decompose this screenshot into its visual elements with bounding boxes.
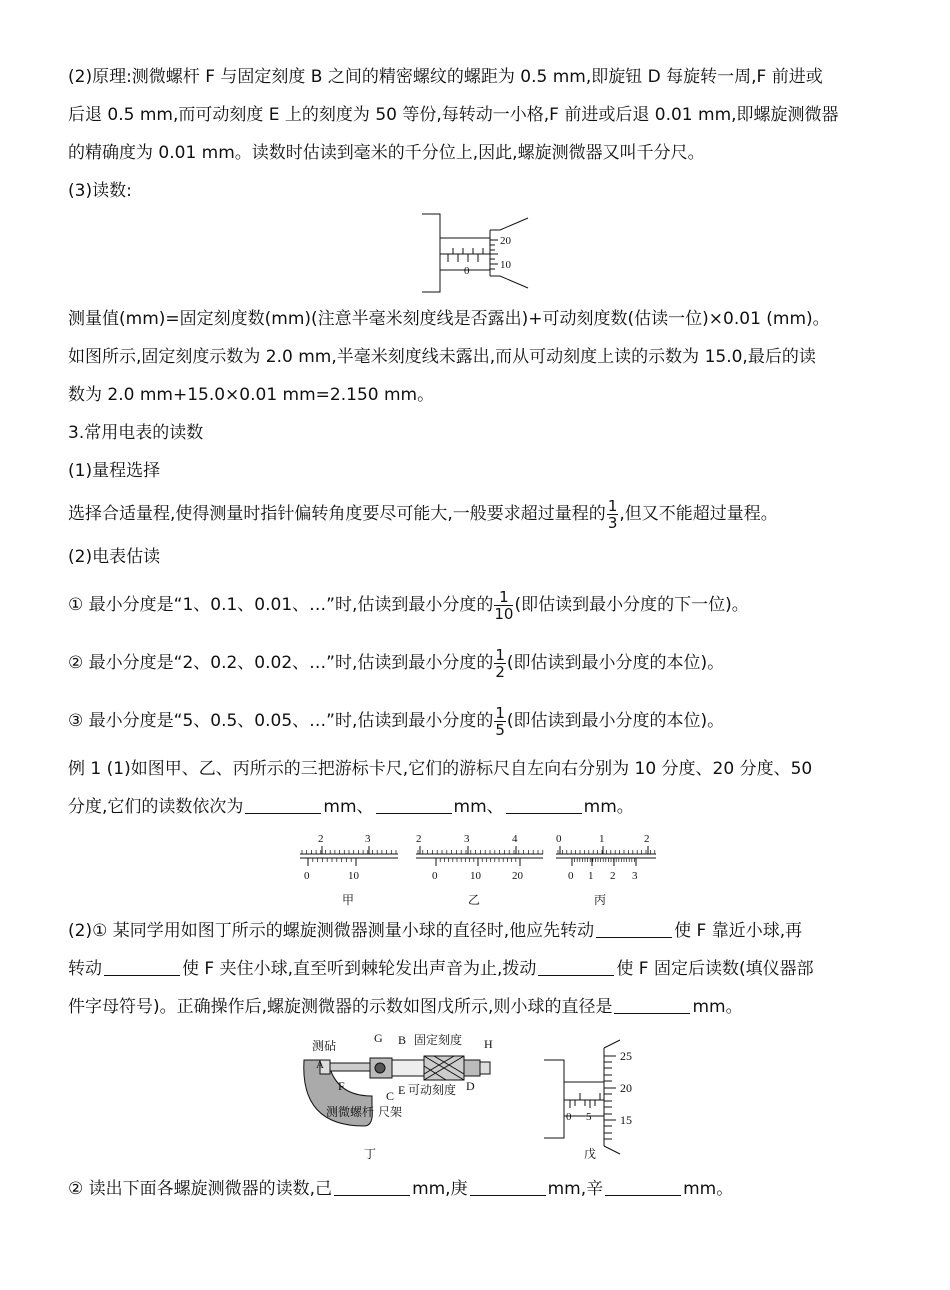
answer-blank-5[interactable] <box>104 957 180 976</box>
question2-part2: ② 读出下面各螺旋测微器的读数,己 mm,庚 mm,辛 mm。 <box>68 1179 734 1199</box>
answer-blank-10[interactable] <box>605 1177 681 1196</box>
example-line-1: 例 1 (1)如图甲、乙、丙所示的三把游标卡尺,它们的游标尺自左向右分别为 10 分度、20 分度、50 <box>68 759 813 779</box>
label-H: H <box>484 1037 493 1051</box>
fraction-rule-1: $\frac{1}{10}$ <box>494 587 514 623</box>
caliper-b-main-4: 4 <box>512 833 518 845</box>
wu-label-5: 5 <box>586 1111 592 1123</box>
caliper-b-vernier-0: 0 <box>432 870 438 882</box>
answer-blank-3[interactable] <box>506 795 582 814</box>
page-content <box>68 58 884 1208</box>
fraction-rule-2: $\frac{1}{2}$ <box>495 645 505 681</box>
range-text <box>68 490 884 538</box>
label-A: A <box>316 1059 324 1071</box>
caliper-b-main-3: 3 <box>464 833 470 845</box>
label-spindle: 测微螺杆 <box>326 1105 375 1119</box>
micrometer-reading-figure <box>418 210 538 300</box>
range-text-b: ,但又不能超过量程。 <box>619 504 778 524</box>
fraction-rule-3: $\frac{1}{5}$ <box>495 703 505 739</box>
caliper-b-caption: 乙 <box>468 893 481 907</box>
fraction-one-third: $\frac{1}{3}$ <box>607 496 618 532</box>
label-B: B <box>398 1033 407 1047</box>
example-line-2: 分度,它们的读数依次为 mm、 mm、 mm。 <box>68 797 634 817</box>
label-fixed-scale: 固定刻度 <box>414 1033 463 1047</box>
caliper-a-caption: 甲 <box>342 893 355 907</box>
micrometer-label-20: 20 <box>500 235 511 247</box>
rule-1: ① 最小分度是“1、0.1、0.01、…”时,估读到最小分度的 $\frac{1}{10}$ (即估读到最小分度的下一位)。 <box>68 587 749 623</box>
caliper-c-vernier-3: 3 <box>632 870 638 882</box>
question2-line-2: 转动 使 F 夹住小球,直至听到棘轮发出声音为止,拨动 使 F 固定后读数(填仪器部 <box>68 959 814 979</box>
label-C: C <box>386 1089 395 1103</box>
micrometer-label-10: 10 <box>500 259 511 271</box>
caption-ding: 丁 <box>364 1147 377 1161</box>
vernier-calipers-figure <box>298 832 698 912</box>
label-anvil: 测砧 <box>312 1039 337 1053</box>
measure-line-1: 测量值(mm)=固定刻度数(mm)(注意半毫米刻度线是否露出)+可动刻度数(估读一位)×0.01 (mm)。 <box>68 309 830 329</box>
caliper-b-vernier-10: 10 <box>470 870 481 882</box>
wu-label-0: 0 <box>566 1111 572 1123</box>
wu-tick-25: 25 <box>620 1049 632 1063</box>
answer-blank-8[interactable] <box>334 1177 410 1196</box>
answer-blank-9[interactable] <box>470 1177 546 1196</box>
caliper-a-vernier-0: 0 <box>304 870 310 882</box>
micrometer-figures <box>294 1030 694 1170</box>
label-frame: 尺架 <box>378 1105 403 1119</box>
range-heading: (1)量程选择 <box>68 461 161 481</box>
section-heading: 3.常用电表的读数 <box>68 423 204 443</box>
caliper-c-main-2: 2 <box>644 833 650 845</box>
caliper-c-main-0: 0 <box>556 833 562 845</box>
wu-tick-20: 20 <box>620 1081 632 1095</box>
caliper-c-main-1: 1 <box>599 833 605 845</box>
caliper-b-vernier-20: 20 <box>512 870 523 882</box>
wu-tick-15: 15 <box>620 1113 632 1127</box>
range-text-a: 选择合适量程,使得测量时指针偏转角度要尽可能大,一般要求超过量程的 <box>68 504 606 524</box>
caliper-a-vernier-10: 10 <box>348 870 359 882</box>
principle-line-3: 的精确度为 0.01 mm。读数时估读到毫米的千分位上,因此,螺旋测微器又叫千分尺。 <box>68 143 705 163</box>
caption-wu: 戊 <box>584 1147 597 1161</box>
micrometer-label-0: 0 <box>464 265 470 277</box>
answer-blank-4[interactable] <box>596 919 672 938</box>
caliper-a-main-3: 3 <box>365 833 371 845</box>
principle-line-1: (2)原理:测微螺杆 F 与固定刻度 B 之间的精密螺纹的螺距为 0.5 mm,即旋钮 D 每旋转一周,F 前进或 <box>68 67 823 87</box>
principle-line-2: 后退 0.5 mm,而可动刻度 E 上的刻度为 50 等份,每转动一小格,F 前进或后退 0.01 mm,即螺旋测微器 <box>68 105 839 125</box>
question2-line-3: 件字母符号)。正确操作后,螺旋测微器的示数如图戊所示,则小球的直径是 mm。 <box>68 997 743 1017</box>
caliper-b-main-2: 2 <box>416 833 422 845</box>
caliper-c-vernier-1: 1 <box>588 870 594 882</box>
answer-blank-6[interactable] <box>538 957 614 976</box>
estimate-heading: (2)电表估读 <box>68 547 161 567</box>
label-G: G <box>374 1031 383 1045</box>
question2-line-1: (2)① 某同学用如图丁所示的螺旋测微器测量小球的直径时,他应先转动 使 F 靠近小球,再 <box>68 921 803 941</box>
label-D: D <box>466 1079 475 1093</box>
label-E: E <box>398 1083 406 1097</box>
label-movable-scale: 可动刻度 <box>408 1083 457 1097</box>
caliper-a-main-2: 2 <box>318 833 324 845</box>
label-F: F <box>338 1079 345 1093</box>
rule-3: ③ 最小分度是“5、0.5、0.05、…”时,估读到最小分度的 $\frac{1}{5}$ (即估读到最小分度的本位)。 <box>68 703 725 739</box>
measure-line-3: 数为 2.0 mm+15.0×0.01 mm=2.150 mm。 <box>68 385 435 405</box>
rule-2: ② 最小分度是“2、0.2、0.02、…”时,估读到最小分度的 $\frac{1}{2}$ (即估读到最小分度的本位)。 <box>68 645 725 681</box>
answer-blank-2[interactable] <box>376 795 452 814</box>
answer-blank-1[interactable] <box>245 795 321 814</box>
answer-blank-7[interactable] <box>614 995 690 1014</box>
caliper-c-caption: 丙 <box>594 893 607 907</box>
measure-line-2: 如图所示,固定刻度示数为 2.0 mm,半毫米刻度线未露出,而从可动刻度上读的示数为 15.0,最后的读 <box>68 347 816 367</box>
reading-heading: (3)读数: <box>68 181 132 201</box>
caliper-c-vernier-2: 2 <box>610 870 616 882</box>
caliper-c-vernier-0: 0 <box>568 870 574 882</box>
